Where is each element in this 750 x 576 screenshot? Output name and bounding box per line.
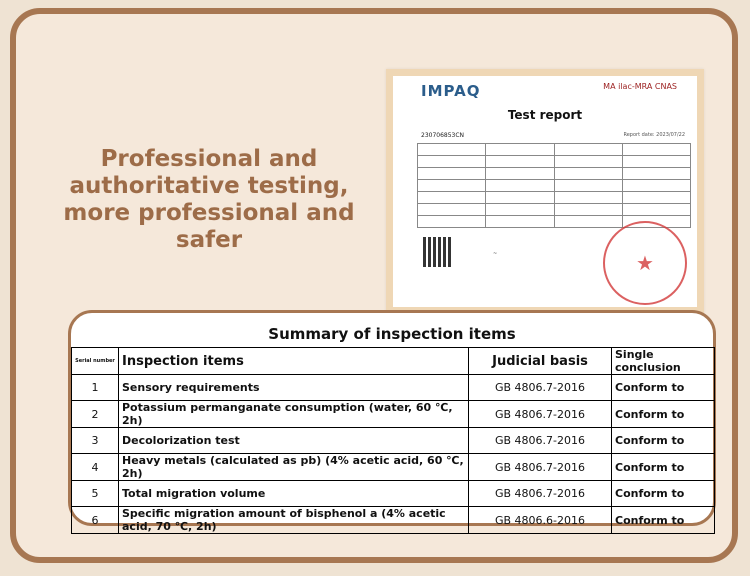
header-serial: Serial number: [72, 348, 119, 375]
summary-title: Summary of inspection items: [268, 325, 516, 343]
row-basis: GB 4806.7-2016: [469, 428, 612, 454]
row-conclusion: Conform to: [612, 401, 715, 428]
outer-frame: [10, 8, 738, 563]
table-header-row: [72, 348, 715, 375]
certification-marks: MA ilac-MRA CNAS: [603, 82, 677, 91]
row-number: 3: [72, 428, 119, 454]
row-basis: GB 4806.7-2016: [469, 481, 612, 507]
row-item: Potassium permanganate consumption (water, 60 ℃, 2h): [119, 401, 469, 428]
summary-panel: [68, 310, 716, 533]
report-table: [417, 143, 691, 228]
row-item: Decolorization test: [119, 428, 469, 454]
row-conclusion: Conform to: [612, 375, 715, 401]
row-item: Total migration volume: [119, 481, 469, 507]
row-basis: GB 4806.7-2016: [469, 375, 612, 401]
table-row: [72, 507, 715, 534]
table-row: [72, 454, 715, 481]
table-row: [72, 481, 715, 507]
row-number: 4: [72, 454, 119, 481]
impaq-logo: IMPAQ: [421, 82, 481, 100]
row-number: 6: [72, 507, 119, 534]
row-item: Heavy metals (calculated as pb) (4% acetic acid, 60 ℃, 2h): [119, 454, 469, 481]
row-number: 5: [72, 481, 119, 507]
header-basis: Judicial basis: [469, 348, 612, 375]
table-row: [72, 375, 715, 401]
row-item: Sensory requirements: [119, 375, 469, 401]
row-basis: GB 4806.7-2016: [469, 454, 612, 481]
test-report-image: [386, 69, 704, 314]
headline: Professional and authoritative testing, more professional and safer: [63, 146, 355, 253]
red-seal-stamp: ★: [603, 221, 687, 305]
summary-table: [71, 347, 715, 534]
row-basis: GB 4806.7-2016: [469, 401, 612, 428]
row-conclusion: Conform to: [612, 428, 715, 454]
row-basis: GB 4806.6-2016: [469, 507, 612, 534]
qr-code: [423, 237, 453, 267]
header-items: Inspection items: [119, 348, 469, 375]
report-date: Report date: 2023/07/22: [623, 132, 685, 138]
report-number: 230706853CN: [421, 132, 465, 139]
row-number: 2: [72, 401, 119, 428]
header-conclusion: Single conclusion: [612, 348, 715, 375]
row-conclusion: Conform to: [612, 454, 715, 481]
report-title: Test report: [507, 108, 583, 122]
signature: ~: [493, 251, 498, 257]
row-item: Specific migration amount of bisphenol a (4% acetic acid, 70 ℃, 2h): [119, 507, 469, 534]
row-number: 1: [72, 375, 119, 401]
row-conclusion: Conform to: [612, 481, 715, 507]
row-conclusion: Conform to: [612, 507, 715, 534]
table-row: [72, 401, 715, 428]
table-row: [72, 428, 715, 454]
